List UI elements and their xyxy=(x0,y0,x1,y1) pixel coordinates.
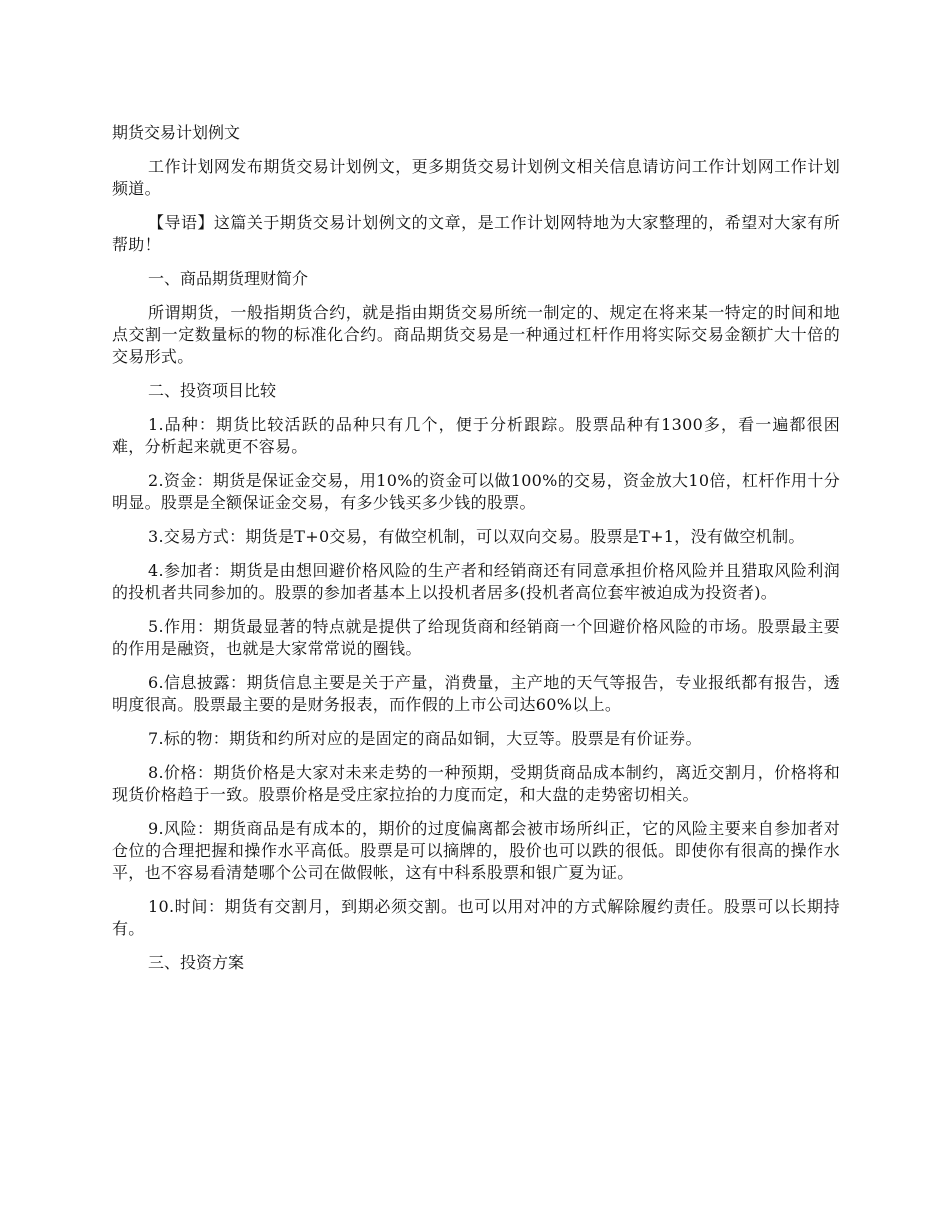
comparison-item: 7.标的物：期货和约所对应的是固定的商品如铜，大豆等。股票是有价证券。 xyxy=(148,729,702,748)
comparison-item: 5.作用：期货最显著的特点就是提供了给现货商和经销商一个回避价格风险的市场。股票最主要的作用是融资，也就是大家常常说的圈钱。 xyxy=(112,617,840,658)
comparison-item: 6.信息披露：期货信息主要是关于产量，消费量，主产地的天气等报告，专业报纸都有报告，透明度很高。股票最主要的是财务报表，而作假的上市公司达60%以上。 xyxy=(112,673,840,714)
comparison-item: 10.时间：期货有交割月，到期必须交割。也可以用对冲的方式解除履约责任。股票可以长期持有。 xyxy=(112,897,840,938)
comparison-item: 4.参加者：期货是由想回避价格风险的生产者和经销商还有同意承担价格风险并且猎取风险利润的投机者共同参加的。股票的参加者基本上以投机者居多(投机者高位套牢被迫成为投资者)。 xyxy=(112,561,840,602)
document-title: 期货交易计划例文 xyxy=(112,123,241,142)
section-heading-1: 一、商品期货理财简介 xyxy=(148,269,309,288)
comparison-item: 1.品种：期货比较活跃的品种只有几个，便于分析跟踪。股票品种有1300多，看一遍都很困难，分析起来就更不容易。 xyxy=(112,415,840,456)
intro-paragraph: 工作计划网发布期货交易计划例文，更多期货交易计划例文相关信息请访问工作计划网工作计划频道。 xyxy=(112,157,840,198)
section-heading-3: 三、投资方案 xyxy=(148,953,245,972)
section-heading-2: 二、投资项目比较 xyxy=(148,381,277,400)
document-page xyxy=(112,122,840,986)
comparison-item: 8.价格：期货价格是大家对未来走势的一种预期，受期货商品成本制约，离近交割月，价格将和现货价格趋于一致。股票价格是受庄家拉抬的力度而定，和大盘的走势密切相关。 xyxy=(112,763,840,804)
comparison-item: 3.交易方式：期货是T+0交易，有做空机制，可以双向交易。股票是T+1，没有做空机制。 xyxy=(148,527,805,546)
comparison-item: 9.风险：期货商品是有成本的，期价的过度偏离都会被市场所纠正，它的风险主要来自参加者对仓位的合理把握和操作水平高低。股票是可以摘牌的，股价也可以跌的很低。即使你有很高的操作水平，也不容易看清楚哪个公司在做假帐，这有中科系股票和银广夏为证。 xyxy=(112,819,840,882)
section-1-body: 所谓期货，一般指期货合约，就是指由期货交易所统一制定的、规定在将来某一特定的时间和地点交割一定数量标的物的标准化合约。商品期货交易是一种通过杠杆作用将实际交易金额扩大十倍的交易形式。 xyxy=(112,303,840,366)
comparison-item: 2.资金：期货是保证金交易，用10%的资金可以做100%的交易，资金放大10倍，杠杆作用十分明显。股票是全额保证金交易，有多少钱买多少钱的股票。 xyxy=(112,471,840,512)
guide-paragraph: 【导语】这篇关于期货交易计划例文的文章，是工作计划网特地为大家整理的，希望对大家有所帮助！ xyxy=(112,213,840,254)
